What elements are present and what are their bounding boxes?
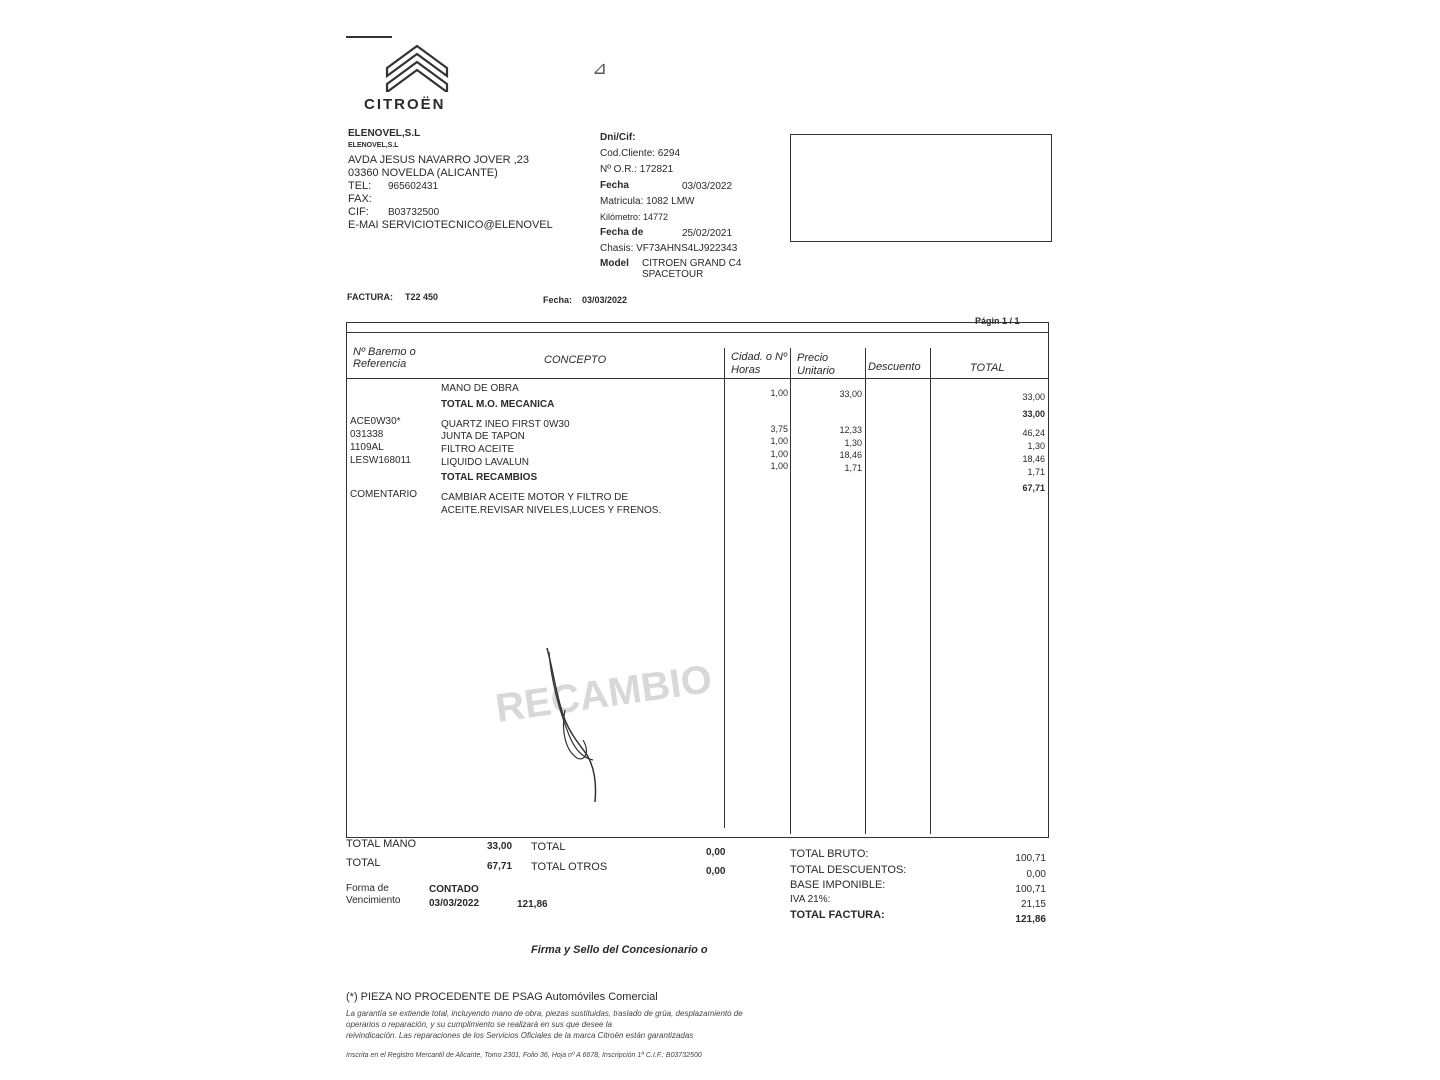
dealer-name: ELENOVEL,S.L bbox=[348, 128, 421, 139]
dealer-cif-label: CIF: bbox=[348, 206, 369, 218]
row-total: 67,71 bbox=[1022, 483, 1045, 493]
page-indicator: Págin 1 / 1 bbox=[975, 316, 1020, 326]
dealer-email: E-MAI SERVICIOTECNICO@ELENOVEL bbox=[348, 219, 553, 231]
fecha-de-value: 25/02/2021 bbox=[682, 228, 733, 239]
dealer-fax-label: FAX: bbox=[348, 193, 372, 205]
factura-label: FACTURA: bbox=[347, 292, 393, 302]
row-total: 1,71 bbox=[1027, 467, 1045, 477]
forma-value: CONTADO bbox=[429, 884, 479, 895]
invoice-date-label: Fecha: bbox=[543, 295, 573, 305]
header-cantidad: Cidad. o Nº Horas bbox=[731, 351, 787, 376]
row-concepto: FILTRO ACEITE bbox=[441, 444, 515, 455]
row-cantidad: 1,00 bbox=[770, 449, 788, 459]
invoice-date: 03/03/2022 bbox=[582, 295, 628, 305]
row-precio: 1,30 bbox=[844, 438, 862, 448]
total-mano-label: TOTAL MANO bbox=[346, 838, 417, 850]
row-cantidad: 3,75 bbox=[770, 424, 788, 434]
firma-sello-label: Firma y Sello del Concesionario o bbox=[531, 944, 708, 956]
row-total: 18,46 bbox=[1022, 454, 1045, 464]
row-concepto: QUARTZ INEO FIRST 0W30 bbox=[441, 419, 570, 430]
legal-text-1: La garantía se extiende total, incluyendo mano de obra, piezas sustituidas, traslado de grúa, desplazamiento de operarios o reparación, y su cumplimiento se realizará en sus que desee la bbox=[346, 1009, 743, 1029]
model-line1: CITROEN GRAND C4 bbox=[642, 258, 742, 269]
total-descuentos-label: TOTAL DESCUENTOS: bbox=[790, 864, 907, 876]
total-value-left: 0,00 bbox=[706, 847, 726, 858]
chasis: Chasis: VF73AHNS4LJ922343 bbox=[600, 243, 738, 254]
checkmark-icon: ⊿ bbox=[592, 58, 608, 78]
header-precio: Precio Unitario bbox=[797, 352, 835, 377]
dealer-address: AVDA JESUS NAVARRO JOVER ,23 bbox=[348, 154, 529, 166]
header-descuento: Descuento bbox=[868, 361, 921, 373]
base-imponible-value: 100,71 bbox=[1015, 884, 1046, 895]
total-otros-label: TOTAL OTROS bbox=[531, 861, 608, 873]
kilometro: Kilómetro: 14772 bbox=[600, 212, 669, 222]
model-line2: SPACETOUR bbox=[642, 269, 704, 280]
vencimiento-label: Vencimiento bbox=[346, 895, 401, 906]
iva-label: IVA 21%: bbox=[790, 894, 831, 905]
dealer-city: 03360 NOVELDA (ALICANTE) bbox=[348, 167, 498, 179]
row-ref: LESW168011 bbox=[350, 455, 411, 466]
row-cantidad: 1,00 bbox=[770, 461, 788, 471]
row-total: 33,00 bbox=[1022, 409, 1045, 419]
dealer-name-small: ELENOVEL,S.L bbox=[348, 142, 399, 149]
forma-label: Forma de bbox=[346, 883, 389, 894]
row-total: 1,30 bbox=[1027, 441, 1045, 451]
model-label: Model bbox=[600, 258, 629, 269]
row-precio: 33,00 bbox=[839, 389, 862, 399]
total-mano-value: 33,00 bbox=[487, 841, 513, 852]
total-label: TOTAL bbox=[531, 841, 566, 853]
row-concepto: LIQUIDO LAVALUN bbox=[441, 457, 529, 468]
legal-text-2: reivindicación. Las reparaciones de los Servicios Oficiales de la marca Citroën están garantizadas bbox=[346, 1031, 694, 1040]
row-concepto: TOTAL M.O. MECANICA bbox=[441, 399, 555, 410]
matricula: Matricula: 1082 LMW bbox=[600, 196, 695, 207]
row-total: 46,24 bbox=[1022, 428, 1045, 438]
brand-name: CITROËN bbox=[364, 96, 446, 113]
factura-number: T22 450 bbox=[405, 292, 439, 302]
fecha-de-label: Fecha de bbox=[600, 227, 644, 238]
total-bruto-label: TOTAL BRUTO: bbox=[790, 848, 869, 860]
pieza-note: (*) PIEZA NO PROCEDENTE DE PSAG Automóviles Comercial bbox=[346, 991, 658, 1003]
row-total: 33,00 bbox=[1022, 392, 1045, 402]
fecha-label: Fecha bbox=[600, 180, 629, 191]
vencimiento-amount: 121,86 bbox=[517, 899, 548, 910]
signature bbox=[535, 640, 615, 810]
row-ref: ACE0W30* bbox=[350, 416, 401, 427]
row-ref: 031338 bbox=[350, 429, 384, 440]
row-cantidad: 1,00 bbox=[770, 436, 788, 446]
col-divider-descuento bbox=[930, 348, 931, 834]
total2-label: TOTAL bbox=[346, 857, 381, 869]
comment-line1: CAMBIAR ACEITE MOTOR Y FILTRO DE bbox=[441, 492, 629, 503]
legal-text-3: Inscrita en el Registro Mercantil de Alicante, Tomo 2301, Folio 36, Hoja nº A 6678, Inscripción 1ª C.I.F.: B03732500 bbox=[346, 1052, 702, 1059]
header-concepto: CONCEPTO bbox=[544, 354, 607, 366]
row-cantidad: 1,00 bbox=[770, 388, 788, 398]
header-referencia: Nº Baremo o Referencia bbox=[353, 346, 416, 370]
total-descuentos-value: 0,00 bbox=[1026, 869, 1046, 880]
comment-label: COMENTARIO bbox=[350, 489, 418, 500]
row-ref: 1109AL bbox=[350, 442, 384, 453]
row-precio: 12,33 bbox=[839, 425, 862, 435]
row-precio: 18,46 bbox=[839, 450, 862, 460]
col-divider-concepto bbox=[724, 348, 725, 828]
order-number: Nº O.R.: 172821 bbox=[600, 164, 674, 175]
total-factura-value: 121,86 bbox=[1015, 914, 1046, 925]
row-concepto: JUNTA DE TAPON bbox=[441, 431, 525, 442]
row-precio: 1,71 bbox=[844, 463, 862, 473]
row-concepto: TOTAL RECAMBIOS bbox=[441, 472, 538, 483]
dni-cif-label: Dni/Cif: bbox=[600, 132, 636, 143]
col-divider-precio bbox=[865, 348, 866, 834]
col-divider-cantidad bbox=[790, 348, 791, 834]
total-factura-label: TOTAL FACTURA: bbox=[790, 909, 885, 921]
iva-value: 21,15 bbox=[1020, 899, 1046, 910]
comment-line2: ACEITE.REVISAR NIVELES,LUCES Y FRENOS. bbox=[441, 505, 662, 516]
dealer-tel: 965602431 bbox=[388, 181, 439, 192]
total2-value: 67,71 bbox=[487, 861, 513, 872]
faded-stamp: RECAMBIO bbox=[492, 657, 715, 731]
base-imponible-label: BASE IMPONIBLE: bbox=[790, 879, 886, 891]
table-header-rule bbox=[346, 378, 1048, 379]
total-otros-value: 0,00 bbox=[706, 866, 726, 877]
table-top-rule bbox=[346, 332, 1048, 333]
total-bruto-value: 100,71 bbox=[1015, 853, 1046, 864]
row-concepto: MANO DE OBRA bbox=[441, 383, 519, 394]
dealer-cif: B03732500 bbox=[388, 207, 440, 218]
header-total: TOTAL bbox=[970, 362, 1005, 374]
citroen-chevrons-logo bbox=[384, 38, 450, 92]
client-address-box bbox=[790, 134, 1052, 242]
cod-cliente: Cod.Cliente: 6294 bbox=[600, 148, 681, 159]
vencimiento-date: 03/03/2022 bbox=[429, 898, 480, 909]
fecha-value: 03/03/2022 bbox=[682, 181, 733, 192]
dealer-tel-label: TEL: bbox=[348, 180, 372, 192]
